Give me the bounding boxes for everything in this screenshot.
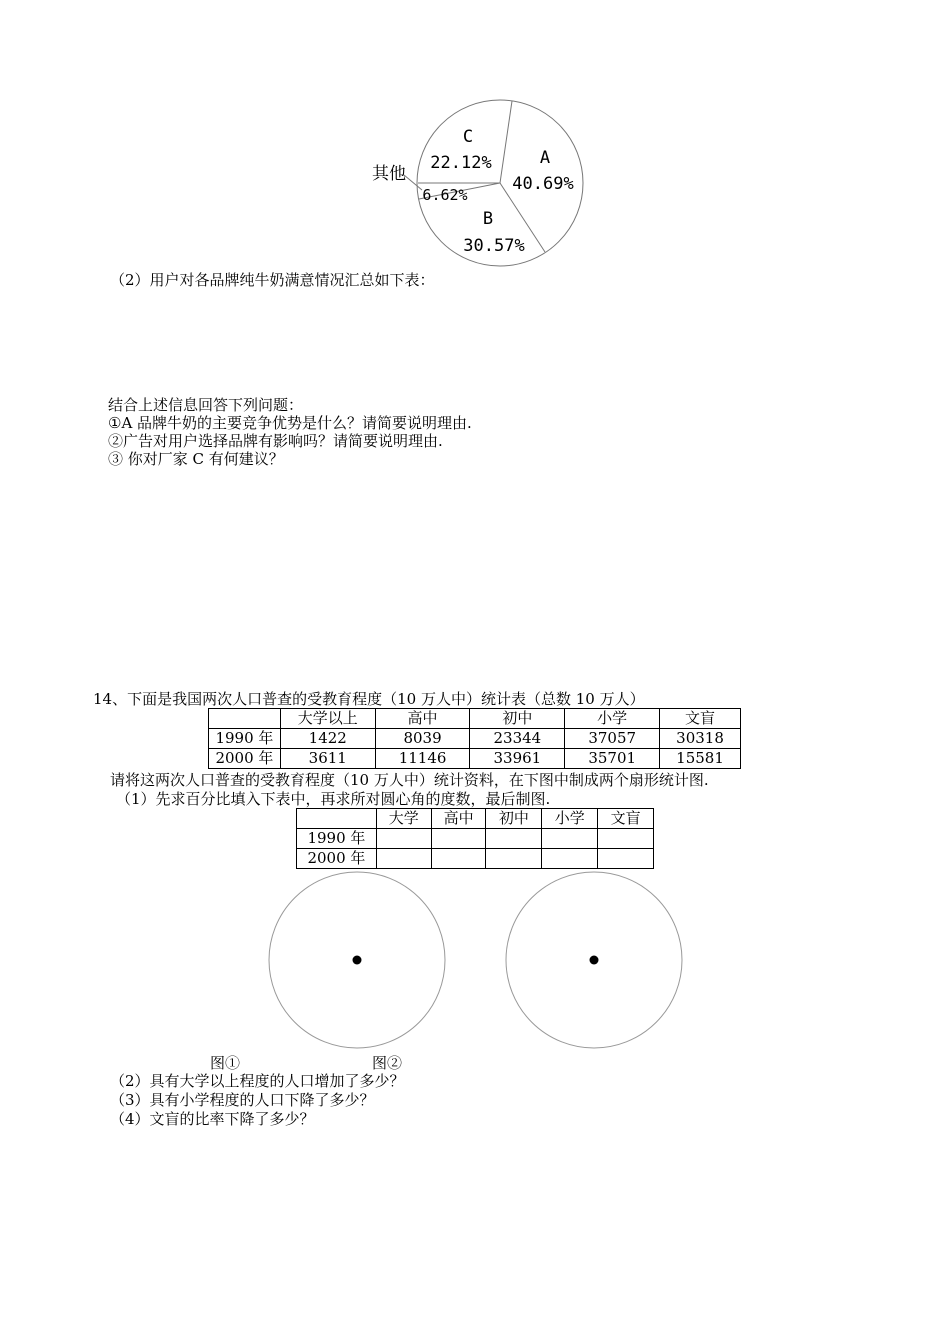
table-cell: 15581 [660, 749, 741, 769]
table-cell: 初中 [486, 809, 542, 829]
table-cell: 小学 [542, 809, 598, 829]
table-cell: 文盲 [660, 709, 741, 729]
table-cell: 2000 年 [209, 749, 281, 769]
table-cell [431, 829, 486, 849]
q13-item3-text: ③ 你对厂家 C 有何建议？ [108, 450, 284, 468]
census-table [208, 708, 741, 769]
table-cell: 高中 [375, 709, 470, 729]
table-cell: 35701 [565, 749, 660, 769]
table-cell [542, 849, 598, 869]
table-cell [376, 849, 431, 869]
table-header-row [209, 709, 741, 729]
pie-divider-a-c [500, 101, 512, 183]
table-cell: 23344 [470, 729, 565, 749]
pie-label-c: C [462, 127, 474, 147]
table-cell [598, 849, 654, 869]
q14-part1: （1）先求百分比填入下表中，再求所对圆心角的度数，最后制图. [116, 790, 551, 808]
blank-circle-figure-2 [503, 870, 685, 1052]
blank-circle-figure-1 [266, 870, 448, 1052]
table-cell [598, 829, 654, 849]
table-cell: 8039 [375, 729, 470, 749]
table-cell: 文盲 [598, 809, 654, 829]
figure-1-caption: 图① [210, 1054, 241, 1072]
table-cell: 初中 [470, 709, 565, 729]
pie-pct-c: 22.12% [430, 153, 492, 173]
table-cell: 大学以上 [280, 709, 375, 729]
q13-item1-text: ①A 品牌牛奶的主要竞争优势是什么？请简要说明理由. [108, 414, 472, 432]
pie-label-other: 其他 [372, 164, 406, 184]
pie-pct-other: 6.62% [422, 186, 468, 204]
table-cell: 1422 [280, 729, 375, 749]
q13-combine-text: 结合上述信息回答下列问题： [108, 396, 304, 414]
table-cell: 37057 [565, 729, 660, 749]
table-cell: 3611 [280, 749, 375, 769]
table-row [297, 849, 654, 869]
table-cell [542, 829, 598, 849]
center-dot [590, 956, 599, 965]
q14-part2: （2）具有大学以上程度的人口增加了多少？ [110, 1072, 405, 1090]
table-header-row [297, 809, 654, 829]
center-dot [353, 956, 362, 965]
brand-pie-chart [360, 95, 600, 275]
table-cell [486, 849, 542, 869]
pie-label-b: B [482, 209, 494, 229]
table-row [209, 729, 741, 749]
q14-part3: （3）具有小学程度的人口下降了多少？ [110, 1091, 375, 1109]
table-cell: 1990 年 [297, 829, 377, 849]
table-cell: 2000 年 [297, 849, 377, 869]
q14-title: 14、下面是我国两次人口普查的受教育程度（10 万人中）统计表（总数 10 万人） [93, 690, 645, 708]
pie-label-a: A [539, 148, 551, 168]
q14-part4: （4）文盲的比率下降了多少？ [110, 1110, 315, 1128]
table-cell [209, 709, 281, 729]
q14-instruction: 请将这两次人口普查的受教育程度（10 万人中）统计资料，在下图中制成两个扇形统计图. [110, 771, 709, 789]
table-cell: 33961 [470, 749, 565, 769]
table-cell: 11146 [375, 749, 470, 769]
table-cell: 高中 [431, 809, 486, 829]
table-cell: 1990 年 [209, 729, 281, 749]
q13-part2-text: （2）用户对各品牌纯牛奶满意情况汇总如下表： [110, 271, 435, 289]
table-cell: 小学 [565, 709, 660, 729]
pie-pct-b: 30.57% [463, 236, 525, 256]
table-cell [486, 829, 542, 849]
pie-pct-a: 40.69% [512, 174, 574, 194]
blank-percent-table [296, 808, 654, 869]
table-cell: 30318 [660, 729, 741, 749]
table-cell: 大学 [376, 809, 431, 829]
q13-item2-text: ②广告对用户选择品牌有影响吗？请简要说明理由. [108, 432, 443, 450]
table-cell [297, 809, 377, 829]
table-row [297, 829, 654, 849]
figure-2-caption: 图② [372, 1054, 403, 1072]
table-cell [376, 829, 431, 849]
table-cell [431, 849, 486, 869]
table-row [209, 749, 741, 769]
